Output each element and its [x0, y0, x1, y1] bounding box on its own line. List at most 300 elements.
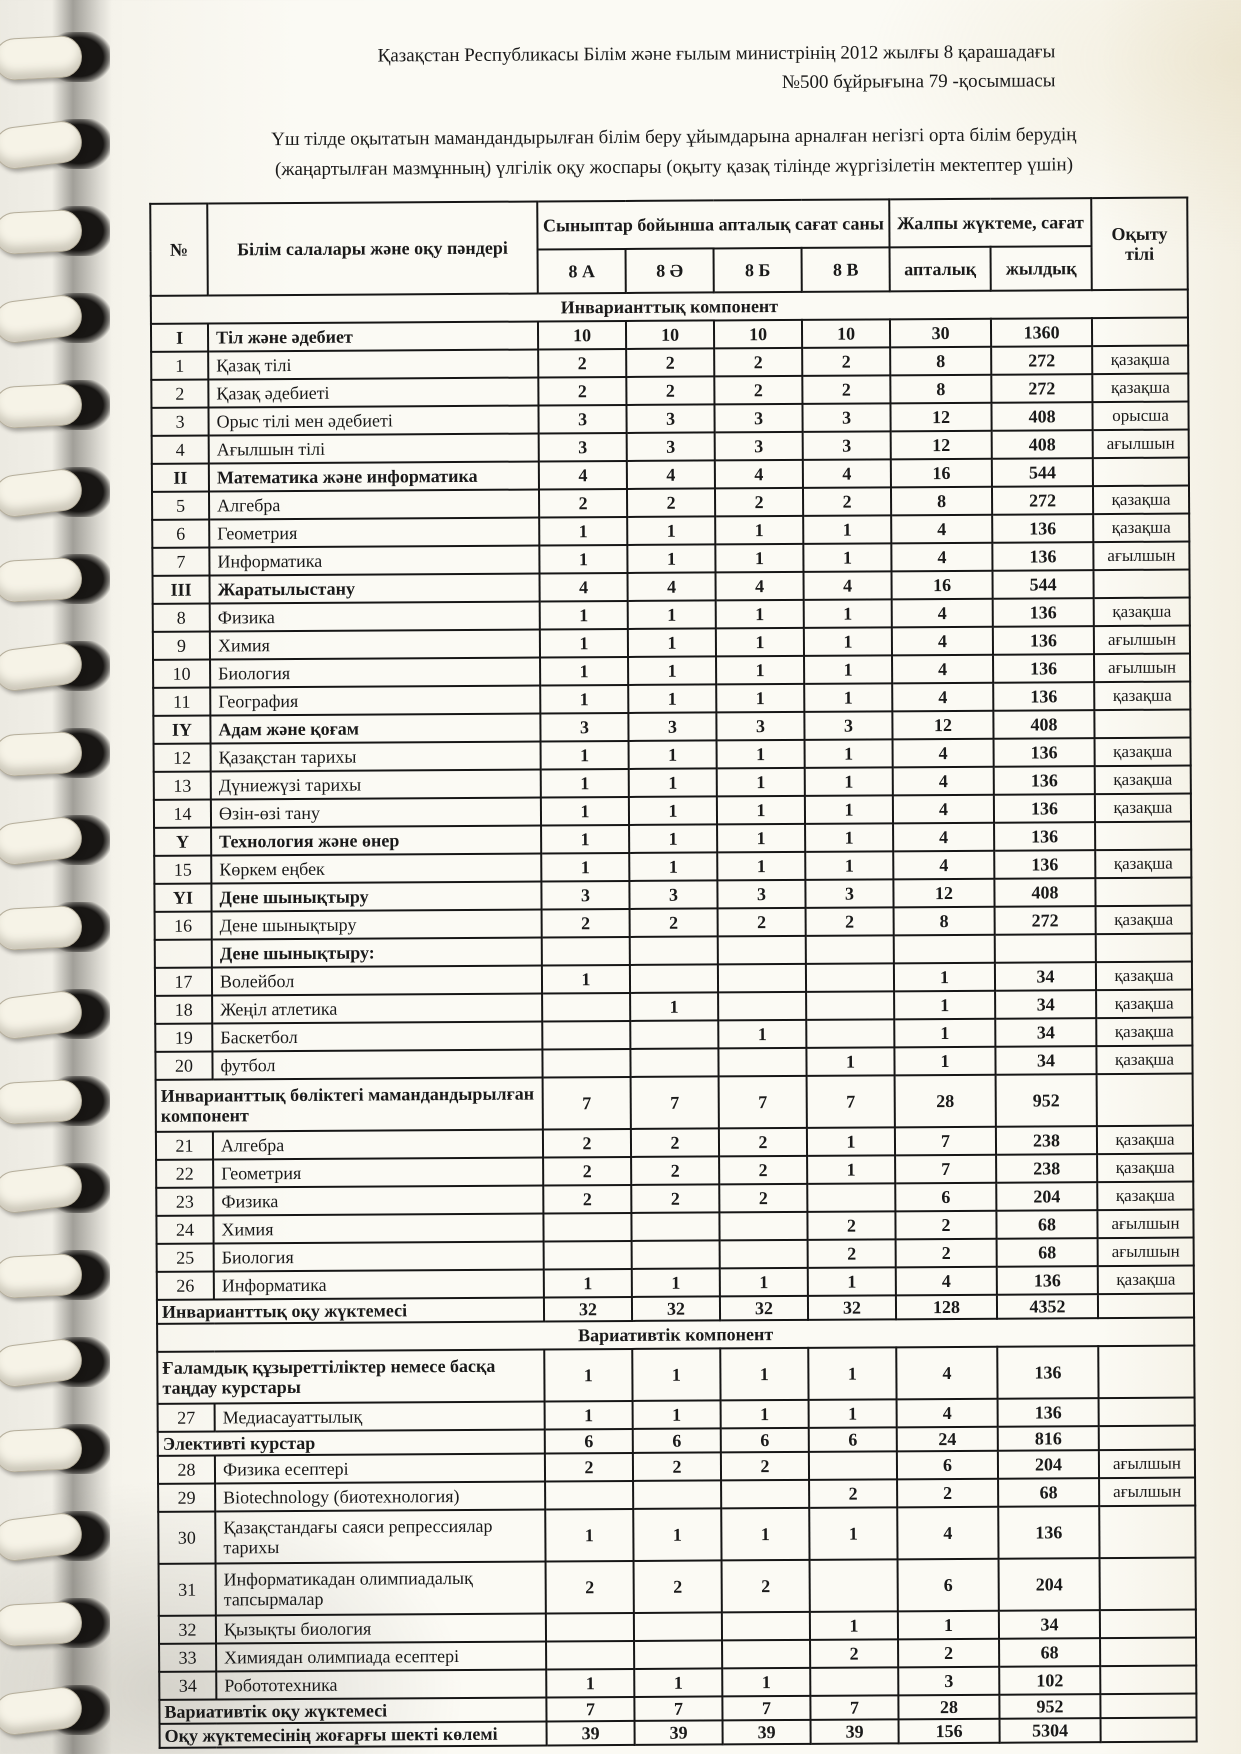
approval-line-2: №500 бұйрығына 79 -қосымшасы	[781, 70, 1056, 94]
row-number: 14	[154, 799, 211, 827]
hours-8v	[810, 1667, 898, 1696]
row-number	[155, 939, 212, 967]
hours-8a: 1	[540, 685, 628, 714]
hours-8a: 1	[546, 1669, 634, 1698]
hours-8v	[809, 1451, 897, 1480]
binding-ring	[0, 985, 118, 1045]
binding-tooth	[0, 209, 83, 256]
binding-ring	[0, 1420, 118, 1480]
hours-8b	[719, 1212, 807, 1241]
hours-8v: 1	[803, 543, 891, 572]
subject-name: Жеңіл атлетика	[212, 993, 542, 1023]
hours-8b: 4	[715, 572, 803, 601]
hours-8a2: 2	[627, 488, 715, 517]
hours-8a2	[631, 1212, 719, 1241]
binding-ring	[0, 1507, 118, 1567]
binding-tooth	[0, 731, 83, 778]
subject-name: Информатикадан олимпиадалық тапсырмалар	[216, 1561, 546, 1615]
approval-line-1: Қазақстан Республикасы Білім және ғылым министрінің 2012 жылғы 8 қарашадағы	[377, 41, 1056, 67]
subject-name: Биология	[214, 1241, 544, 1271]
subject-name: Волейбол	[212, 965, 542, 995]
summary-label: Инварианттық бөліктегі мамандандырылған компонент	[156, 1077, 543, 1131]
weekly-total: 2	[898, 1639, 999, 1668]
hours-8a2: 2	[633, 1452, 721, 1481]
yearly-total: 34	[995, 990, 1096, 1019]
subject-name: Көркем еңбек	[211, 853, 541, 883]
col-header-yearly: жылдық	[991, 246, 1092, 291]
binding-ring	[0, 1594, 118, 1654]
subject-name: Баскетбол	[212, 1021, 542, 1051]
teaching-language: қазақша	[1095, 793, 1191, 822]
teaching-language: қазақша	[1096, 905, 1192, 934]
yearly-total: 952	[999, 1694, 1100, 1719]
table-row	[157, 1345, 1194, 1403]
yearly-total: 4352	[997, 1294, 1098, 1319]
yearly-total: 68	[998, 1478, 1099, 1507]
row-number: 13	[154, 771, 211, 799]
hours-8v: 2	[810, 1639, 898, 1668]
weekly-total: 16	[892, 570, 993, 599]
teaching-language: қазақша	[1092, 345, 1188, 374]
hours-8a2: 4	[627, 572, 715, 601]
hours-8a2: 1	[629, 768, 717, 797]
teaching-language: қазақша	[1097, 1125, 1193, 1154]
hours-8a: 3	[539, 433, 627, 462]
yearly-total: 272	[991, 374, 1092, 403]
hours-8a2: 2	[626, 376, 714, 405]
teaching-language: ағылшын	[1093, 541, 1189, 570]
hours-8a	[542, 993, 630, 1022]
teaching-language	[1098, 1293, 1194, 1318]
hours-8a: 6	[545, 1429, 633, 1454]
hours-8a2: 3	[626, 404, 714, 433]
teaching-language	[1099, 1397, 1195, 1426]
row-number: 27	[158, 1403, 215, 1431]
summary-label: Инварианттық оқу жүктемесі	[157, 1297, 544, 1324]
hours-8v: 1	[809, 1507, 897, 1560]
subject-name: Геометрия	[213, 1157, 543, 1187]
hours-8v: 3	[802, 403, 890, 432]
hours-8b: 2	[722, 1560, 810, 1613]
hours-8a: 32	[544, 1297, 632, 1322]
hours-8b: 2	[714, 376, 802, 405]
yearly-total: 136	[994, 794, 1095, 823]
subject-name: Қазақ тілі	[208, 349, 538, 379]
yearly-total: 102	[999, 1666, 1100, 1695]
yearly-total: 136	[998, 1398, 1099, 1427]
yearly-total: 272	[995, 906, 1096, 935]
hours-8a	[545, 1481, 633, 1510]
weekly-total: 8	[891, 486, 992, 515]
subject-name: Ағылшын тілі	[209, 433, 539, 463]
binding-shadow	[52, 0, 112, 1754]
hours-8v: 2	[807, 1211, 895, 1240]
hours-8v: 2	[809, 1479, 897, 1508]
teaching-language	[1092, 317, 1188, 346]
row-number: 29	[158, 1483, 215, 1511]
hours-8b: 3	[715, 432, 803, 461]
row-number: 5	[152, 491, 209, 519]
teaching-language: ағылшын	[1099, 1477, 1195, 1506]
hours-8v: 1	[805, 795, 893, 824]
row-number: 12	[154, 743, 211, 771]
binding-ring	[0, 463, 118, 523]
yearly-total: 136	[997, 1346, 1098, 1399]
hours-8v: 1	[805, 851, 893, 880]
hours-8a2: 3	[627, 432, 715, 461]
hours-8a: 3	[541, 881, 629, 910]
hours-8v: 1	[808, 1347, 896, 1400]
row-number: 20	[155, 1051, 212, 1079]
row-number: 8	[153, 603, 210, 631]
hours-8a2: 2	[631, 1128, 719, 1157]
yearly-total: 34	[995, 1046, 1096, 1075]
hours-8b: 1	[715, 544, 803, 573]
row-number: 9	[153, 631, 210, 659]
hours-8b: 1	[717, 768, 805, 797]
hours-8b	[722, 1612, 810, 1641]
teaching-language: ағылшын	[1093, 429, 1189, 458]
teaching-language: қазақша	[1095, 737, 1191, 766]
hours-8a: 1	[540, 657, 628, 686]
yearly-total: 204	[998, 1450, 1099, 1479]
weekly-total: 1	[894, 990, 995, 1019]
hours-8a: 2	[542, 909, 630, 938]
weekly-total: 4	[892, 682, 993, 711]
hours-8b: 32	[720, 1296, 808, 1321]
weekly-total: 24	[897, 1427, 998, 1452]
subject-name: Қазақстан тарихы	[211, 741, 541, 771]
row-number: 28	[158, 1455, 215, 1483]
yearly-total: 408	[994, 878, 1095, 907]
hours-8a: 1	[539, 545, 627, 574]
subject-name: Қазақстандағы саяси репрессиялар тарихы	[215, 1509, 545, 1563]
weekly-total: 4	[897, 1399, 998, 1428]
col-header-total-group: Жалпы жүктеме, сағат	[889, 198, 1091, 247]
hours-8v	[806, 1019, 894, 1048]
binding-ring	[0, 550, 118, 610]
subject-name: Робототехника	[216, 1669, 546, 1699]
table-row	[158, 1505, 1195, 1563]
hours-8b: 1	[721, 1508, 809, 1561]
hours-8b: 39	[723, 1720, 811, 1745]
hours-8b	[722, 1640, 810, 1669]
binding-tooth	[0, 905, 83, 952]
hours-8a2: 1	[633, 1508, 721, 1561]
teaching-language: ағылшын	[1094, 625, 1190, 654]
teaching-language	[1095, 821, 1191, 850]
weekly-total: 8	[890, 346, 991, 375]
yearly-total: 204	[996, 1182, 1097, 1211]
hours-8a2: 1	[629, 852, 717, 881]
hours-8a2: 1	[629, 740, 717, 769]
weekly-total	[894, 934, 995, 963]
teaching-language: қазақша	[1093, 485, 1189, 514]
weekly-total: 12	[892, 710, 993, 739]
teaching-language: қазақша	[1094, 597, 1190, 626]
hours-8a: 1	[544, 1269, 632, 1298]
subject-name: Геометрия	[209, 517, 539, 547]
summary-label: Ғаламдық құзыреттіліктер немесе басқа таңдау курстары	[157, 1349, 544, 1403]
hours-8a: 3	[538, 405, 626, 434]
col-header-class-8a2: 8 Ә	[626, 248, 714, 293]
hours-8a2: 7	[634, 1696, 722, 1721]
hours-8v: 7	[807, 1075, 895, 1128]
row-number: 26	[157, 1271, 214, 1299]
hours-8a: 4	[539, 573, 627, 602]
hours-8v: 1	[807, 1155, 895, 1184]
hours-8b: 1	[717, 824, 805, 853]
hours-8a2: 1	[628, 656, 716, 685]
yearly-total: 34	[995, 1018, 1096, 1047]
yearly-total: 34	[999, 1610, 1100, 1639]
teaching-language: қазақша	[1098, 1265, 1194, 1294]
yearly-total: 136	[994, 822, 1095, 851]
subject-name: Адам және қоғам	[210, 713, 540, 743]
hours-8v: 1	[805, 767, 893, 796]
teaching-language: ағылшын	[1099, 1449, 1195, 1478]
binding-tooth	[0, 1253, 83, 1300]
subject-name: Дүниежүзі тарихы	[211, 769, 541, 799]
hours-8a	[542, 937, 630, 966]
binding-ring	[0, 1333, 118, 1393]
teaching-language: қазақша	[1093, 513, 1189, 542]
hours-8a2	[633, 1480, 721, 1509]
subject-name: Информатика	[209, 545, 539, 575]
weekly-total: 1	[894, 962, 995, 991]
row-number: II	[152, 463, 209, 491]
hours-8v	[806, 991, 894, 1020]
subject-name: Физика	[213, 1185, 543, 1215]
hours-8b: 1	[722, 1668, 810, 1697]
yearly-total: 238	[996, 1126, 1097, 1155]
weekly-total: 3	[898, 1667, 999, 1696]
curriculum-table	[149, 196, 1197, 1749]
hours-8b	[718, 964, 806, 993]
row-number: 19	[155, 1023, 212, 1051]
hours-8b: 1	[717, 740, 805, 769]
hours-8a2	[630, 1020, 718, 1049]
hours-8b	[718, 1048, 806, 1077]
weekly-total: 12	[891, 430, 992, 459]
hours-8b	[720, 1240, 808, 1269]
weekly-total: 4	[897, 1507, 998, 1560]
hours-8b	[718, 936, 806, 965]
hours-8b: 1	[721, 1400, 809, 1429]
weekly-total: 4	[891, 514, 992, 543]
hours-8a	[542, 1049, 630, 1078]
document-title-line-2: (жаңартылған мазмұнның) үлгілік оқу жоспары (оқыту қазақ тілінде жүргізілетін мектептер үшін)	[274, 154, 1074, 181]
hours-8a: 2	[546, 1561, 634, 1614]
hours-8a2: 7	[631, 1076, 719, 1129]
hours-8v: 39	[811, 1719, 899, 1744]
row-number: 24	[156, 1215, 213, 1243]
yearly-total: 136	[993, 682, 1094, 711]
row-number: 11	[153, 687, 210, 715]
hours-8b: 1	[716, 628, 804, 657]
binding-tooth	[0, 383, 83, 430]
yearly-total: 238	[996, 1154, 1097, 1183]
weekly-total: 4	[892, 598, 993, 627]
hours-8a: 1	[544, 1349, 632, 1402]
row-number: 34	[159, 1671, 216, 1699]
teaching-language	[1099, 1505, 1195, 1558]
weekly-total: 4	[893, 794, 994, 823]
binding-ring	[0, 289, 118, 349]
hours-8a: 2	[543, 1185, 631, 1214]
weekly-total: 6	[898, 1559, 999, 1612]
hours-8v: 1	[805, 823, 893, 852]
row-number: 15	[154, 855, 211, 883]
row-number: 22	[156, 1159, 213, 1187]
summary-label: Элективті курстар	[158, 1429, 545, 1456]
hours-8b: 3	[714, 404, 802, 433]
row-number: 6	[152, 519, 209, 547]
table-header	[150, 197, 1188, 295]
row-number: 7	[152, 547, 209, 575]
row-number: 18	[155, 995, 212, 1023]
spiral-binding	[0, 0, 120, 1754]
yearly-total: 68	[997, 1238, 1098, 1267]
binding-ring	[0, 1246, 118, 1306]
hours-8a2: 2	[630, 908, 718, 937]
teaching-language	[1100, 1665, 1196, 1694]
hours-8a2: 1	[629, 796, 717, 825]
weekly-total: 6	[895, 1182, 996, 1211]
yearly-total: 136	[992, 514, 1093, 543]
binding-ring	[0, 1072, 118, 1132]
teaching-language: қазақша	[1097, 1153, 1193, 1182]
row-number: 17	[155, 967, 212, 995]
teaching-language	[1101, 1718, 1197, 1743]
teaching-language: ағылшын	[1094, 653, 1190, 682]
hours-8a: 1	[541, 825, 629, 854]
hours-8a: 39	[547, 1721, 635, 1746]
weekly-total: 12	[893, 878, 994, 907]
col-header-weekly: апталық	[890, 246, 991, 291]
binding-ring	[0, 376, 118, 436]
teaching-language	[1097, 1073, 1193, 1126]
subject-name: Биология	[210, 657, 540, 687]
teaching-language: қазақша	[1096, 989, 1192, 1018]
hours-8v: 1	[806, 1047, 894, 1076]
hours-8a2	[634, 1640, 722, 1669]
hours-8a: 2	[538, 377, 626, 406]
subject-name: Алгебра	[209, 489, 539, 519]
subject-name: Дене шынықтыру:	[212, 937, 542, 967]
hours-8a: 1	[540, 601, 628, 630]
teaching-language: қазақша	[1094, 681, 1190, 710]
yearly-total: 408	[993, 710, 1094, 739]
hours-8a2: 1	[628, 628, 716, 657]
hours-8a2: 1	[628, 684, 716, 713]
hours-8a: 4	[539, 461, 627, 490]
subject-name: Тіл және әдебиет	[208, 321, 538, 351]
weekly-total: 28	[898, 1695, 999, 1720]
col-header-class-8v: 8 В	[802, 247, 890, 292]
binding-ring	[0, 898, 118, 958]
hours-8a2: 32	[632, 1296, 720, 1321]
hours-8a2: 2	[631, 1156, 719, 1185]
weekly-total: 156	[899, 1719, 1000, 1744]
subject-name: Алгебра	[213, 1129, 543, 1159]
hours-8a2: 2	[631, 1184, 719, 1213]
col-header-class-8a: 8 А	[538, 249, 626, 294]
yearly-total: 136	[994, 850, 1095, 879]
weekly-total: 4	[893, 850, 994, 879]
row-number: I	[151, 323, 208, 351]
table-row	[159, 1557, 1196, 1615]
hours-8a: 1	[545, 1509, 633, 1562]
yearly-total: 68	[999, 1638, 1100, 1667]
hours-8a2	[630, 964, 718, 993]
teaching-language: қазақша	[1095, 765, 1191, 794]
hours-8a: 1	[541, 853, 629, 882]
subject-name: Медиасауаттылық	[215, 1401, 545, 1431]
weekly-total: 4	[892, 626, 993, 655]
hours-8a: 1	[541, 769, 629, 798]
hours-8a2	[634, 1612, 722, 1641]
yearly-total: 5304	[1000, 1718, 1101, 1743]
hours-8a2: 1	[634, 1668, 722, 1697]
weekly-total: 4	[896, 1266, 997, 1295]
subject-name: Орыс тілі мен әдебиеті	[208, 405, 538, 435]
yearly-total: 136	[997, 1266, 1098, 1295]
hours-8a: 1	[541, 741, 629, 770]
hours-8a	[542, 1021, 630, 1050]
hours-8b	[721, 1480, 809, 1509]
col-header-subject: Білім салалары және оқу пәндері	[207, 201, 538, 295]
yearly-total: 68	[996, 1210, 1097, 1239]
hours-8b: 2	[719, 1128, 807, 1157]
hours-8b: 1	[716, 684, 804, 713]
yearly-total: 136	[993, 654, 1094, 683]
binding-ring	[0, 1681, 118, 1741]
teaching-language	[1098, 1345, 1194, 1398]
hours-8v: 3	[803, 431, 891, 460]
subject-name: Жаратылыстану	[210, 573, 540, 603]
approval-header	[0, 36, 1241, 102]
hours-8v: 1	[807, 1127, 895, 1156]
hours-8a2: 2	[634, 1560, 722, 1613]
hours-8b: 4	[715, 460, 803, 489]
weekly-total: 1	[894, 1018, 995, 1047]
row-number: YI	[154, 883, 211, 911]
hours-8v	[810, 1559, 898, 1612]
hours-8a2: 1	[630, 992, 718, 1021]
hours-8v: 7	[810, 1695, 898, 1720]
subject-name: Дене шынықтыру	[211, 881, 541, 911]
weekly-total: 7	[895, 1126, 996, 1155]
yearly-total: 136	[994, 738, 1095, 767]
hours-8a	[543, 1213, 631, 1242]
hours-8b: 3	[716, 712, 804, 741]
hours-8a: 2	[539, 489, 627, 518]
hours-8b: 2	[714, 348, 802, 377]
weekly-total: 8	[890, 374, 991, 403]
row-number: 2	[151, 379, 208, 407]
hours-8v: 1	[804, 599, 892, 628]
weekly-total: 12	[890, 402, 991, 431]
subject-name: Biotechnology (биотехнология)	[215, 1481, 545, 1511]
document-title	[1, 119, 1241, 187]
hours-8v: 4	[803, 459, 891, 488]
teaching-language: қазақша	[1096, 1017, 1192, 1046]
row-number: III	[153, 575, 210, 603]
hours-8v: 2	[806, 907, 894, 936]
row-number: 1	[151, 351, 208, 379]
hours-8a: 2	[543, 1129, 631, 1158]
